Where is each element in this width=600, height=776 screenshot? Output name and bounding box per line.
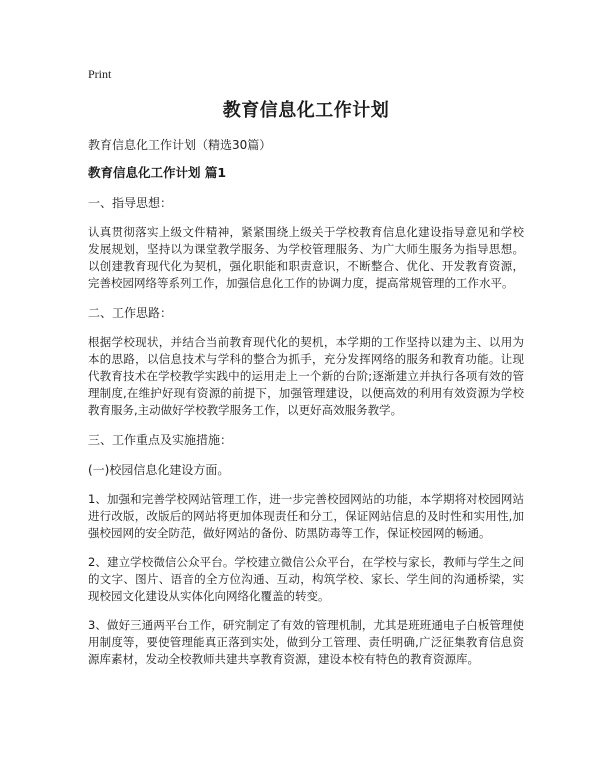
paragraph-item-1: 1、加强和完善学校网站管理工作，进一步完善校园网站的功能，本学期将对校园网站进行改版，改版后的网站将更加体现责任和分工，保证网站信息的及时性和实用性,加强校园网的安全防范，做好网站的备份、防黑防毒等工作，保证校园网的畅通。 [88, 492, 524, 540]
heading-campus-informatization: (一)校园信息化建设方面。 [88, 463, 230, 477]
heading-guiding-ideology: 一、指导思想： [88, 196, 173, 210]
paragraph-guiding-ideology: 认真贯彻落实上级文件精神，紧紧围绕上级关于学校教育信息化建设指导意见和学校发展规划，坚持以为课堂教学服务、为学校管理服务、为广大师生服务为指导思想。以创建教育现代化为契机，强化职能和职责意识，不断整合、优化、开发教育资源，完善校园网络等系列工作，加强信息化工作的协调力度，提高常规管理的工作水平。 [88, 225, 524, 290]
heading-work-approach: 二、工作思路： [88, 306, 173, 320]
paragraph-work-approach: 根据学校现状，并结合当前教育现代化的契机，本学期的工作坚持以建为主、以用为本的思路，以信息技术与学科的整合为抓手，充分发挥网络的服务和教育功能。让现代教育技术在学校教学实践中的运用走上一个新的台阶;逐渐建立并执行各项有效的管理制度,在维护好现有资源的前提下，加强管理建设，以便高效的利用有效资源为学校教育服务,主动做好学校教学服务工作，以更好高效服务教学。 [88, 335, 524, 417]
heading-key-work-measures: 三、工作重点及实施措施： [88, 433, 233, 447]
paragraph-item-3: 3、做好三通两平台工作，研究制定了有效的管理机制，尤其是班班通电子白板管理使用制度等，要使管理能真正落到实处，做到分工管理、责任明确,广泛征集教育信息资源库素材，发动全校教师共建共享教育资源，建设本校有特色的教育资源库。 [88, 618, 524, 666]
section-title: 教育信息化工作计划 篇1 [88, 165, 227, 180]
document-page [88, 66, 524, 680]
print-label: Print [88, 67, 112, 81]
document-subtitle: 教育信息化工作计划（精选30篇） [88, 138, 272, 152]
document-title: 教育信息化工作计划 [222, 100, 390, 121]
paragraph-item-2: 2、建立学校微信公众平台。学校建立微信公众平台，在学校与家长，教师与学生之间的文字、图片、语音的全方位沟通、互动，构筑学校、家长、学生间的沟通桥梁，实现校园文化建设从实体化向网络化覆盖的转变。 [88, 555, 524, 603]
